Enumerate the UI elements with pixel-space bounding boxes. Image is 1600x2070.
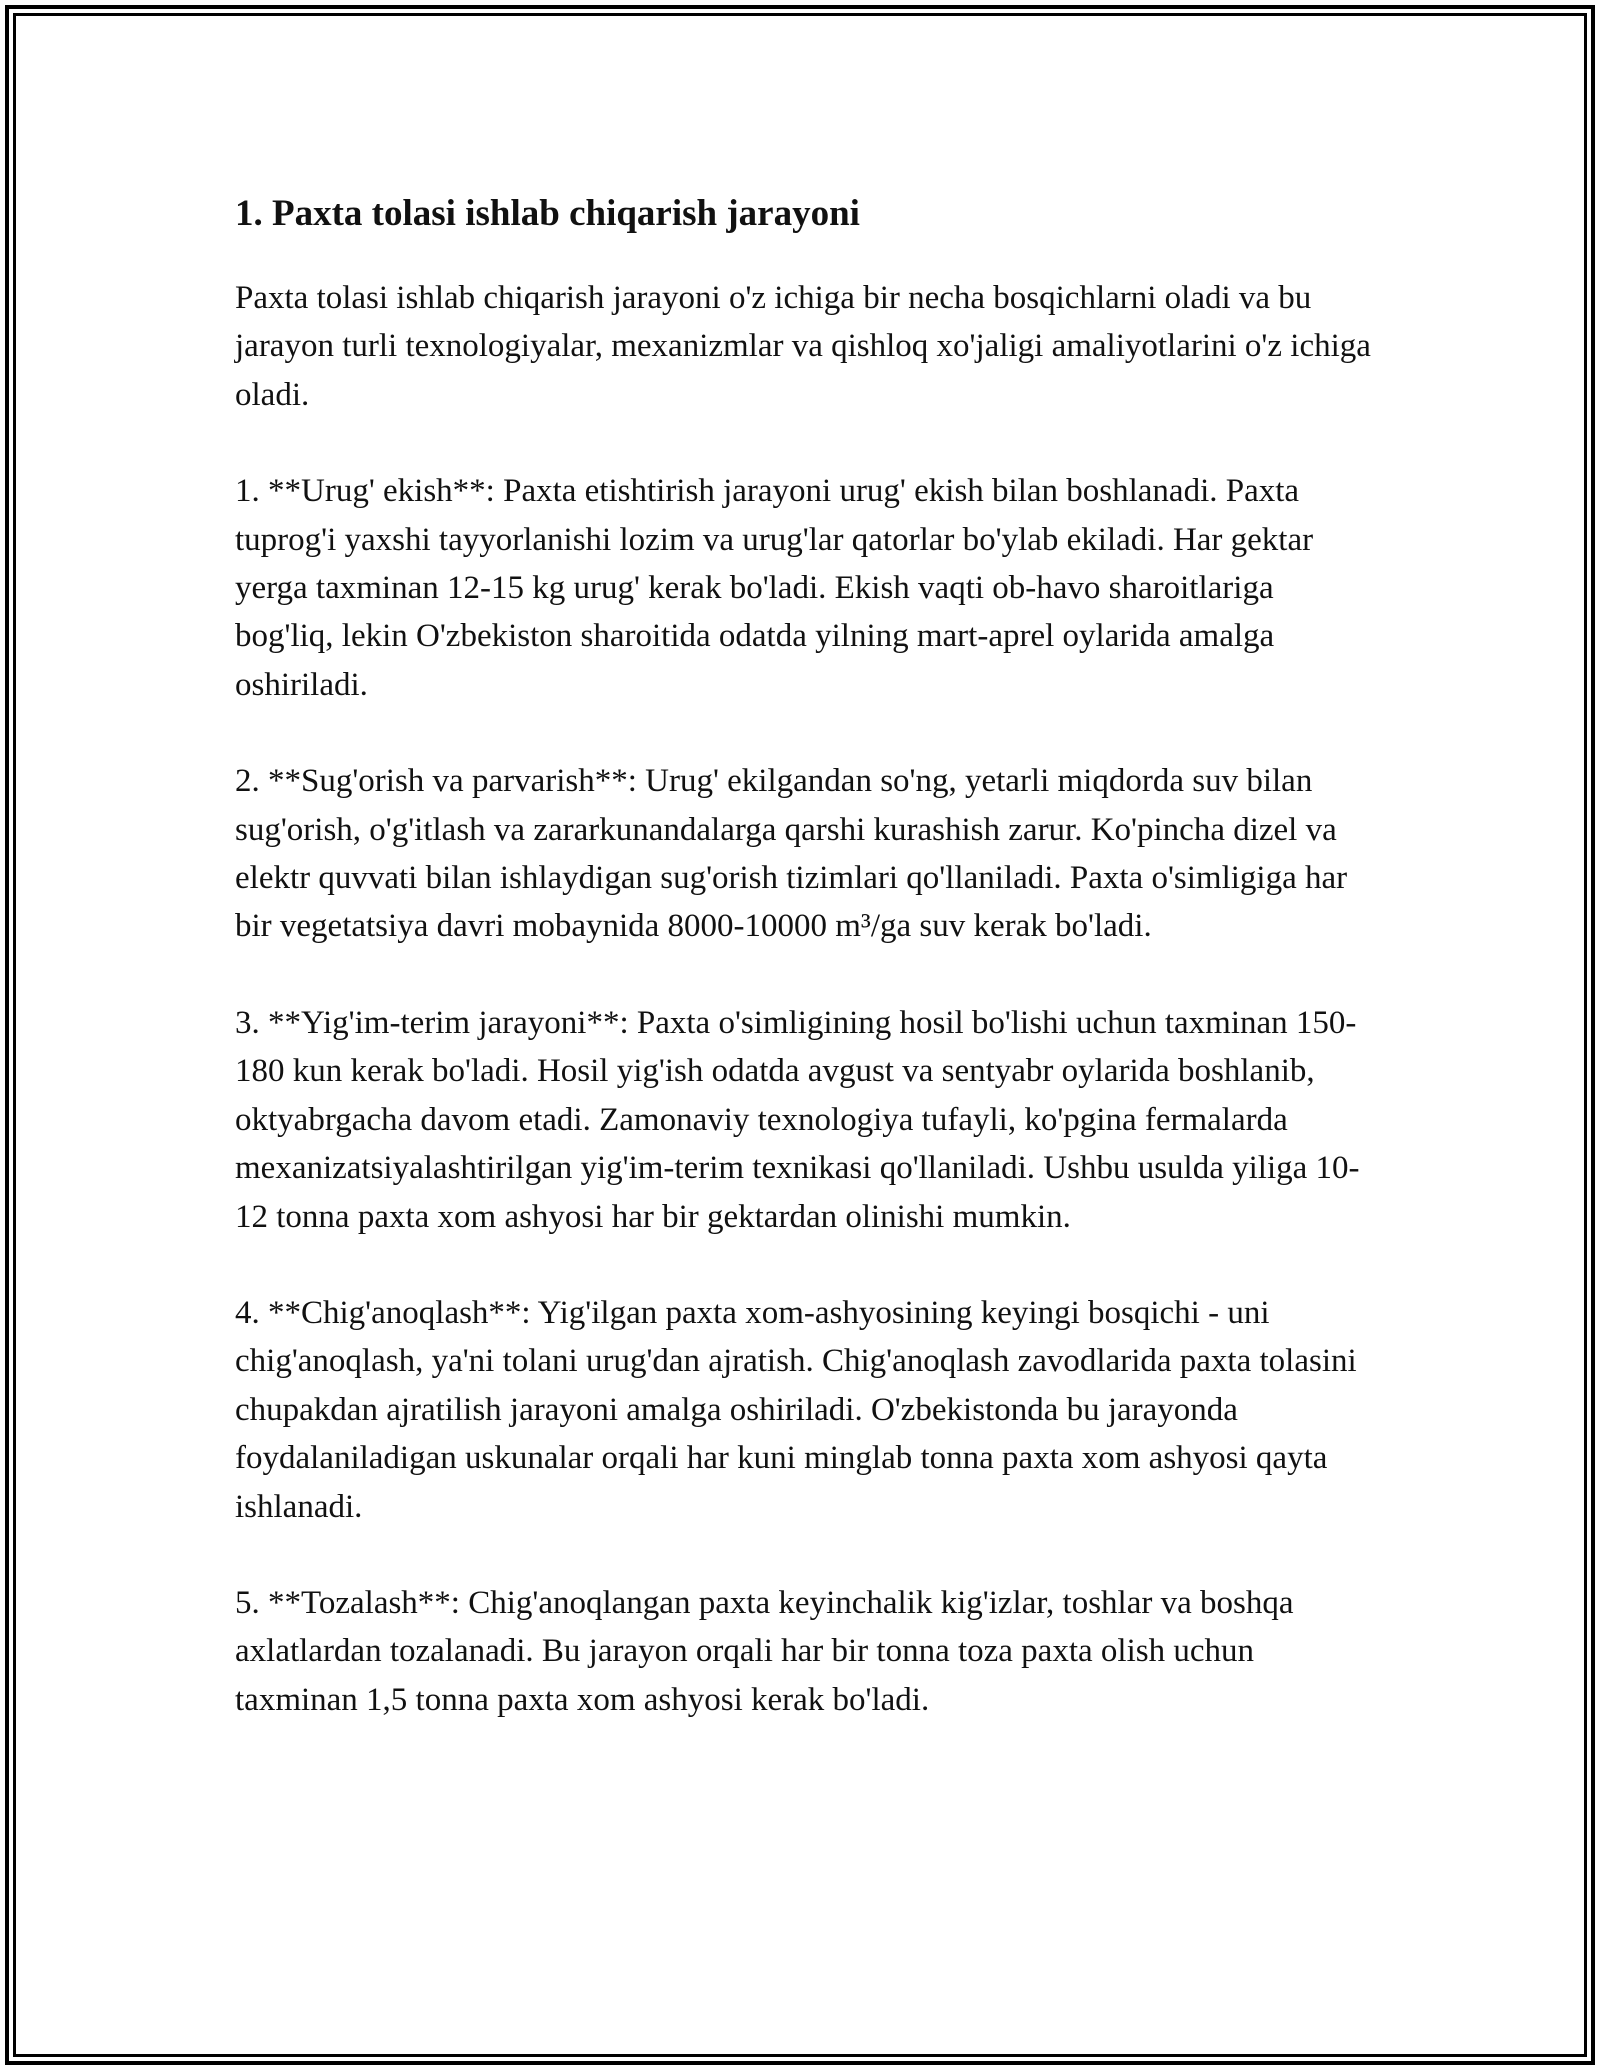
- paragraph-cleaning: 5. **Tozalash**: Chig'anoqlangan paxta keyinchalik kig'izlar, toshlar va boshqa axlatlardan tozalanadi. Bu jarayon orqali har bir tonna toza paxta olish uchun taxminan 1,5 tonna paxta xom ashyosi kerak bo'ladi.: [235, 1584, 1294, 1718]
- intro-paragraph: Paxta tolasi ishlab chiqarish jarayoni o'z ichiga bir necha bosqichlarni oladi va bu jarayon turli texnologiyalar, mexanizmlar va qishloq xo'jaligi amaliyotlarini o'z ichiga oladi.: [235, 280, 1371, 413]
- document-body: [235, 184, 1375, 1772]
- paragraph-seed-planting: 1. **Urug' ekish**: Paxta etishtirish jarayoni urug' ekish bilan boshlanadi. Paxta tuprog'i yaxshi tayyorlanishi lozim va urug'lar qatorlar bo'ylab ekiladi. Har gektar yerga taxminan 12-15 kg urug' kerak bo'ladi. Ekish vaqti ob-havo sharoitlariga bog'liq, lekin O'zbekiston sharoitida odatda yilning mart-aprel oylarida amalga oshiriladi.: [235, 473, 1314, 703]
- paragraph-harvesting: 3. **Yig'im-terim jarayoni**: Paxta o'simligining hosil bo'lishi uchun taxminan 150-180 kun kerak bo'ladi. Hosil yig'ish odatda avgust va sentyabr oylarida boshlanib, oktyabrgacha davom etadi. Zamonaviy texnologiya tufayli, ko'pgina fermalarda mexanizatsiyalashtirilgan yig'im-terim texnikasi qo'llaniladi. Ushbu usulda yiliga 10-12 tonna paxta xom ashyosi har bir gektardan olinishi mumkin.: [235, 1004, 1360, 1235]
- paragraph-ginning: 4. **Chig'anoqlash**: Yig'ilgan paxta xom-ashyosining keyingi bosqichi - uni chig'anoqlash, ya'ni tolani urug'dan ajratish. Chig'anoqlash zavodlarida paxta tolasini chupakdan ajratilish jarayoni amalga oshiriladi. O'zbekistonda bu jarayonda foydalaniladigan uskunalar orqali har kuni minglab tonna paxta xom ashyosi qayta ishlanadi.: [235, 1294, 1357, 1525]
- document-title: 1. Paxta tolasi ishlab chiqarish jarayoni: [235, 193, 860, 234]
- paragraph-irrigation-care: 2. **Sug'orish va parvarish**: Urug' ekilgandan so'ng, yetarli miqdorda suv bilan sug'orish, o'g'itlash va zararkunandalarga qarshi kurashish zarur. Ko'pincha dizel va elektr quvvati bilan ishlaydigan sug'orish tizimlari qo'llaniladi. Paxta o'simligiga har bir vegetatsiya davri mobaynida 8000-10000 m³/ga suv kerak bo'ladi.: [235, 763, 1348, 945]
